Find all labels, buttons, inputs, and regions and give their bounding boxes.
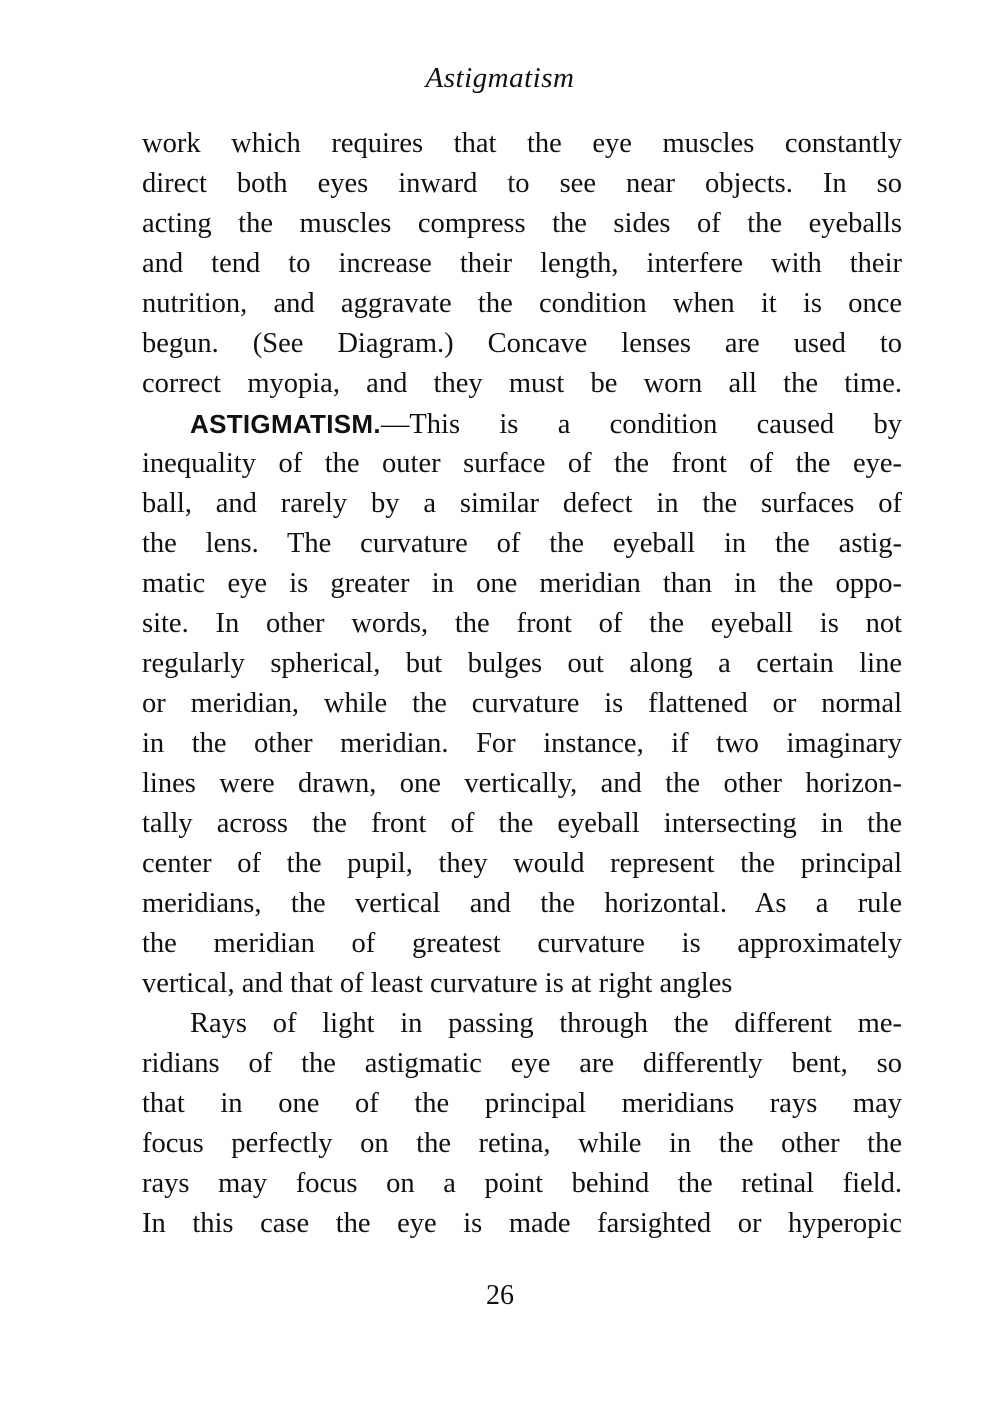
- running-head: Astigmatism: [425, 62, 575, 94]
- paragraph-rays-of-light: [142, 1004, 902, 1244]
- text-line-first: Rays of light in passing through the different me-: [190, 1008, 902, 1039]
- text-line: or meridian, while the curvature is flattened or normal: [142, 688, 902, 719]
- text-line: In this case the eye is made farsighted or hyperopic: [142, 1208, 902, 1239]
- text-line: focus perfectly on the retina, while in the other the: [142, 1128, 902, 1159]
- text-line: regularly spherical, but bulges out along a certain line: [142, 648, 902, 679]
- heading-run-in-text: —This is a condition caused by: [380, 409, 902, 440]
- text-line: and tend to increase their length, interfere with their: [142, 248, 902, 279]
- text-line: in the other meridian. For instance, if two imaginary: [142, 728, 902, 759]
- text-line-last: vertical, and that of least curvature is at right angles: [142, 968, 733, 999]
- text-line: the meridian of greatest curvature is approximately: [142, 928, 902, 959]
- text-line: acting the muscles compress the sides of the eyeballs: [142, 208, 902, 239]
- section-heading: ASTIGMATISM.: [190, 409, 381, 439]
- text-line: center of the pupil, they would represent the principal: [142, 848, 902, 879]
- paragraph-astigmatism: [142, 404, 902, 1004]
- text-line: begun. (See Diagram.) Concave lenses are used to: [142, 328, 902, 359]
- text-line: ball, and rarely by a similar defect in the surfaces of: [142, 488, 902, 519]
- text-line: lines were drawn, one vertically, and the other horizon-: [142, 768, 902, 799]
- text-line: direct both eyes inward to see near objects. In so: [142, 168, 902, 199]
- text-line: that in one of the principal meridians rays may: [142, 1088, 902, 1119]
- text-line: ridians of the astigmatic eye are differently bent, so: [142, 1048, 902, 1079]
- text-line: work which requires that the eye muscles constantly: [142, 128, 902, 159]
- body-text: [142, 124, 902, 1244]
- text-line: rays may focus on a point behind the retinal field.: [142, 1168, 902, 1199]
- text-line: the lens. The curvature of the eyeball in the astig-: [142, 528, 902, 559]
- page-number: 26: [486, 1280, 514, 1311]
- text-line: tally across the front of the eyeball intersecting in the: [142, 808, 902, 839]
- text-line-first: [142, 404, 902, 444]
- text-line: site. In other words, the front of the eyeball is not: [142, 608, 902, 639]
- text-line: correct myopia, and they must be worn all the time.: [142, 368, 902, 399]
- text-line: inequality of the outer surface of the front of the eye-: [142, 448, 902, 479]
- paragraph-myopia-continued: [142, 124, 902, 404]
- text-line: matic eye is greater in one meridian than in the oppo-: [142, 568, 902, 599]
- text-line: meridians, the vertical and the horizontal. As a rule: [142, 888, 902, 919]
- text-line: nutrition, and aggravate the condition when it is once: [142, 288, 902, 319]
